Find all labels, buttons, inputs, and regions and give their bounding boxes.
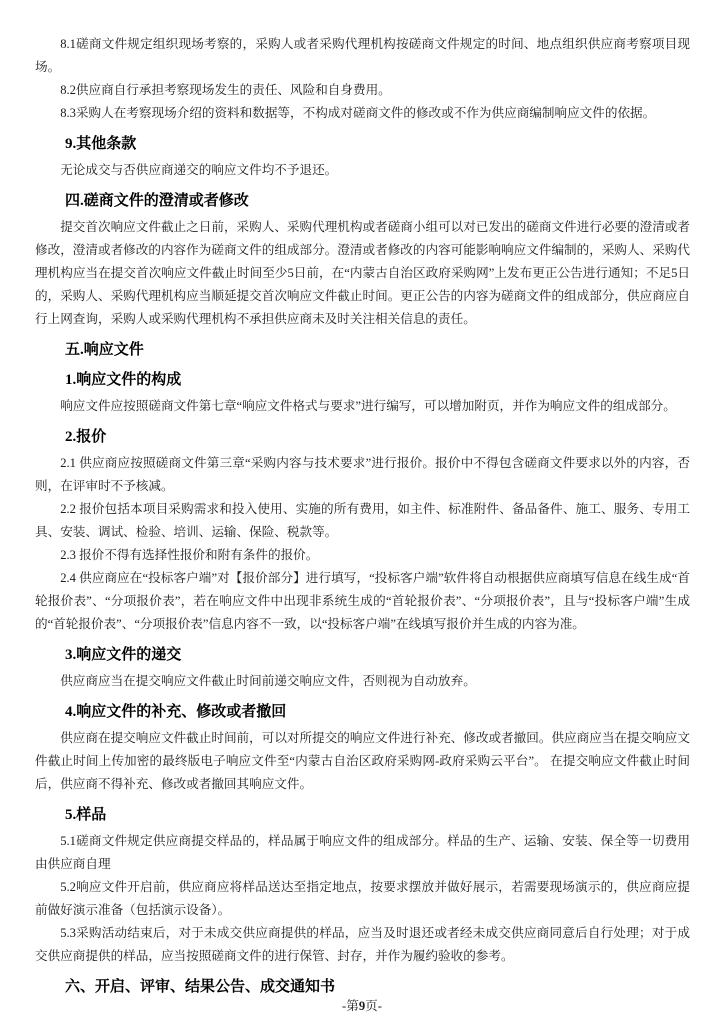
submission-body: 供应商应当在提交响应文件截止时间前递交响应文件，否则视为自动放弃。 [60, 674, 476, 688]
other-terms-body: 无论成交与否供应商递交的响应文件均不予退还。 [60, 163, 338, 177]
clarification-modification-body: 提交首次响应文件截止之日前，采购人、采购代理机构或者磋商小组可以对已发出的磋商文件进行必要的澄清或者修改，澄清或者修改的内容作为磋商文件的组成部分。澄清或者修改的内容可能影响响应文件编制的，采购人、采购代理机构应当在提交首次响应文件截止时间至少5日前，在“内蒙古自治区政府采购网”上发布更正公告进行通知；不足5日的，采购人、采购代理机构应当顺延提交首次响应文件截止时间。更正公告的内容为磋商文件的组成部分，供应商应自行上网查询，采购人或采购代理机构不承担供应商未及时关注相关信息的责任。 [35, 220, 690, 326]
samples-clause-5-2: 5.2响应文件开启前，供应商应将样品送达至指定地点，按要求摆放并做好展示，若需要现场演示的，供应商应提前做好演示准备（包括演示设备）。 [35, 880, 690, 917]
page-footer [0, 995, 724, 1014]
quotation-clause-2-1: 2.1 供应商应按照磋商文件第三章“采购内容与技术要求”进行报价。报价中不得包含磋商文件要求以外的内容，否则，在评审时不予核减。 [35, 456, 690, 493]
page-number: 9 [358, 999, 366, 1013]
quotation-clause-2-4: 2.4 供应商应在“投标客户端”对【报价部分】进行填写，“投标客户端”软件将自动根据供应商填写信息在线生成“首轮报价表”、“分项报价表”，若在响应文件中出现非系统生成的“首轮报价表”、“分项报价表”，且与“投标客户端”生成的“首轮报价表”、“分项报价表”信息内容不一致，以“投标客户端”在线填写报价并生成的内容为准。 [35, 571, 690, 631]
document-body [35, 33, 690, 998]
samples-clause-5-1: 5.1磋商文件规定供应商提交样品的，样品属于响应文件的组成部分。样品的生产、运输、安装、保全等一切费用由供应商自理 [35, 834, 690, 871]
supplement-withdraw-body: 供应商在提交响应文件截止时间前，可以对所提交的响应文件进行补充、修改或者撤回。供应商应当在提交响应文件截止时间上传加密的最终版电子响应文件至“内蒙古自治区政府采购网-政府采购云平台”。 在提交响应文件截止时间后，供应商不得补充、修改或者撤回其响应文件。 [35, 731, 690, 791]
clause-8-3: 8.3采购人在考察现场介绍的资料和数据等，不构成对磋商文件的修改或不作为供应商编制响应文件的依据。 [60, 106, 656, 120]
quotation-clause-2-2: 2.2 报价包括本项目采购需求和投入使用、实施的所有费用，如主件、标准附件、备品备件、施工、服务、专用工具、安装、调试、检验、培训、运输、保险、税款等。 [35, 502, 690, 539]
response-composition-body: 响应文件应按照磋商文件第七章“响应文件格式与要求”进行编写，可以增加附页，并作为响应文件的组成部分。 [60, 399, 676, 413]
heading-submission: 3.响应文件的递交 [65, 647, 182, 663]
clause-8-2: 8.2供应商自行承担考察现场发生的责任、风险和自身费用。 [60, 83, 391, 97]
page-number-prefix: -第 [342, 999, 359, 1013]
heading-other-terms: 9.其他条款 [65, 136, 137, 152]
heading-samples: 5.样品 [65, 807, 107, 823]
clause-8-1: 8.1磋商文件规定组织现场考察的，采购人或者采购代理机构按磋商文件规定的时间、地点组织供应商考察项目现场。 [35, 37, 690, 74]
heading-quotation: 2.报价 [65, 429, 107, 445]
heading-supplement-withdraw: 4.响应文件的补充、修改或者撤回 [65, 704, 287, 720]
heading-response-documents: 五.响应文件 [65, 342, 144, 358]
quotation-clause-2-3: 2.3 报价不得有选择性报价和附有条件的报价。 [60, 548, 319, 562]
heading-opening-review-result: 六、开启、评审、结果公告、成交通知书 [65, 979, 336, 995]
page-number-suffix: 页- [365, 999, 382, 1013]
heading-clarification-modification: 四.磋商文件的澄清或者修改 [65, 193, 249, 209]
samples-clause-5-3: 5.3采购活动结束后，对于未成交供应商提供的样品，应当及时退还或者经未成交供应商同意后自行处理；对于成交供应商提供的样品，应当按照磋商文件的进行保管、封存，并作为履约验收的参考。 [35, 926, 690, 963]
heading-response-composition: 1.响应文件的构成 [65, 372, 182, 388]
